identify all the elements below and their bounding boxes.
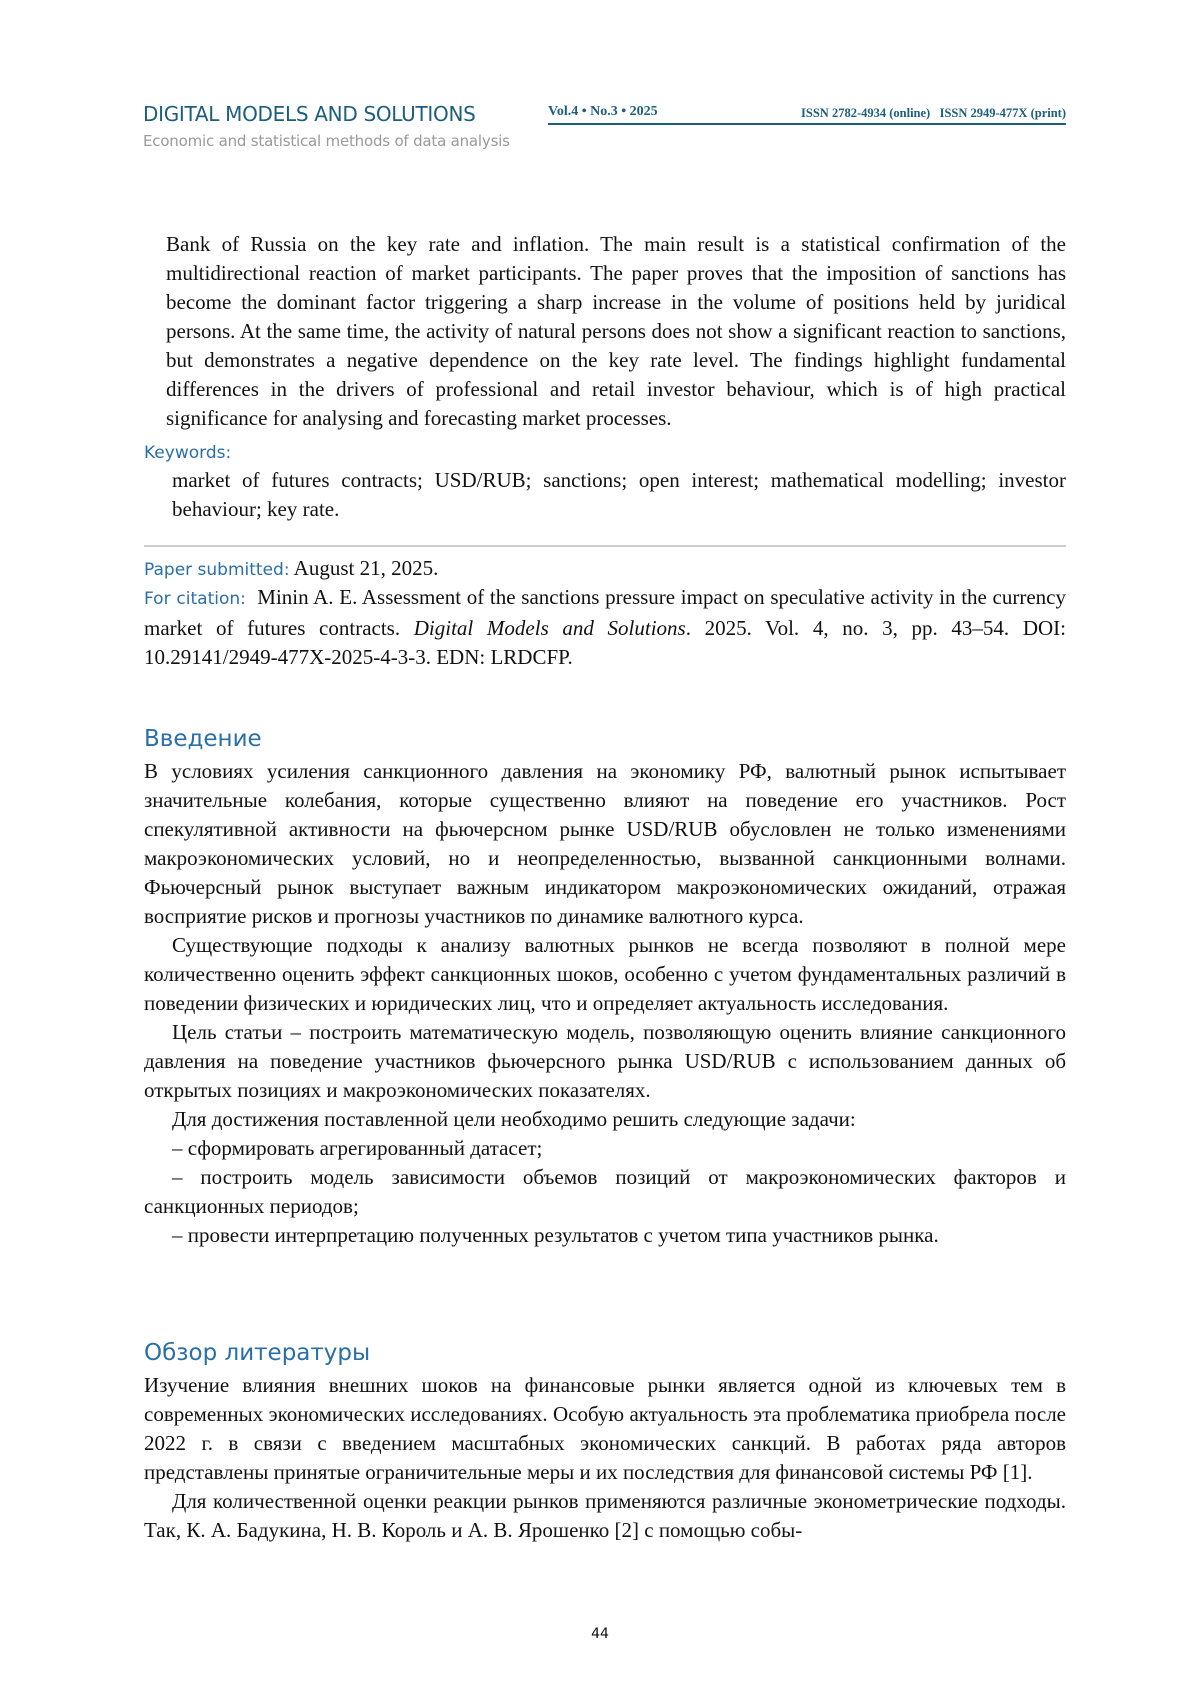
review-body: [144, 1371, 1066, 1545]
list-item: – построить модель зависимости объемов позиций от макроэкономических факторов и санкционных периодов;: [144, 1163, 1066, 1221]
section-divider: [144, 545, 1066, 547]
submitted-label: Paper submitted:: [144, 560, 290, 580]
paragraph: В условиях усиления санкционного давления на экономику РФ, валютный рынок испытывает значительные колебания, которые существенно влияют на поведение его участников. Рост спекулятивной активности на фьючерсном рынке USD/RUB обусловлен не только изменениями макроэкономических условий, но и неопределенностью, вызванной санкционными волнами. Фьючерсный рынок выступает важным индикатором макроэкономических ожиданий, отражая восприятие рисков и прогнозы участников по динамике валютного курса.: [144, 757, 1066, 931]
keywords-label-text: Keywords:: [144, 443, 231, 463]
issn-online: ISSN 2782-4934 (online): [801, 106, 930, 120]
document-page: [0, 0, 1200, 1697]
keywords-text: market of futures contracts; USD/RUB; sanctions; open interest; mathematical modelling; investor behaviour; key rate.: [172, 466, 1066, 524]
paragraph: Для достижения поставленной цели необходимо решить следующие задачи:: [144, 1105, 1066, 1134]
page-number: 44: [0, 1626, 1200, 1642]
citation: [144, 583, 1066, 672]
volume-info: Vol.4 • No.3 • 2025: [548, 104, 658, 120]
paragraph: Цель статьи – построить математическую модель, позволяющую оценить влияние санкционного давления на поведение участников фьючерсного рынка USD/RUB с использованием данных об открытых позициях и макроэкономических показателях.: [144, 1018, 1066, 1105]
submitted-date: August 21, 2025.: [294, 556, 439, 580]
list-item: – провести интерпретацию полученных результатов с учетом типа участников рынка.: [144, 1221, 1066, 1250]
issn-print: ISSN 2949-477X (print): [940, 106, 1066, 120]
heading-literature-review: Обзор литературы: [144, 1340, 370, 1366]
citation-text: Minin A. E. Assessment of the sanctions pressure impact on speculative activity in the currency market of futures contracts.: [144, 585, 1066, 640]
heading-introduction: Введение: [144, 726, 262, 752]
citation-label: For citation:: [144, 589, 246, 609]
intro-body: [144, 757, 1066, 1250]
citation-journal: Digital Models and Solutions: [414, 616, 686, 640]
citation-details: . 2025. Vol. 4, no. 3, pp. 43–54. DOI: 10.29141/2949-477X-2025-4-3-3. EDN: LRDCFP.: [144, 616, 1066, 669]
keywords-label: [144, 437, 1066, 468]
abstract-text: Bank of Russia on the key rate and inflation. The main result is a statistical confirmation of the multidirectional reaction of market participants. The paper proves that the imposition of sanctions has become the dominant factor triggering a sharp increase in the volume of positions held by juridical persons. At the same time, the activity of natural persons does not show a significant reaction to sanctions, but demonstrates a negative dependence on the key rate level. The findings highlight fundamental differences in the drivers of professional and retail investor behaviour, which is of high practical significance for analysing and forecasting market processes.: [166, 230, 1066, 433]
paragraph: Для количественной оценки реакции рынков применяются различные эконометрические подходы. Так, К. А. Бадукина, Н. В. Король и А. В. Ярошенко [2] с помощью собы-: [144, 1487, 1066, 1545]
paragraph: Существующие подходы к анализу валютных рынков не всегда позволяют в полной мере количественно оценить эффект санкционных шоков, особенно с учетом фундаментальных различий в поведении физических и юридических лиц, что и определяет актуальность исследования.: [144, 931, 1066, 1018]
issn-info: [801, 106, 1066, 121]
paper-submitted: [144, 554, 1066, 585]
journal-title: DIGITAL MODELS AND SOLUTIONS: [143, 102, 476, 126]
paragraph: Изучение влияния внешних шоков на финансовые рынки является одной из ключевых тем в современных экономических исследованиях. Особую актуальность эта проблематика приобрела после 2022 г. в связи с введением масштабных экономических санкций. В работах ряда авторов представлены принятые ограничительные меры и их последствия для финансовой системы РФ [1].: [144, 1371, 1066, 1487]
header-divider: [548, 123, 1066, 125]
journal-subtitle: Economic and statistical methods of data analysis: [143, 132, 510, 150]
list-item: – сформировать агрегированный датасет;: [144, 1134, 1066, 1163]
